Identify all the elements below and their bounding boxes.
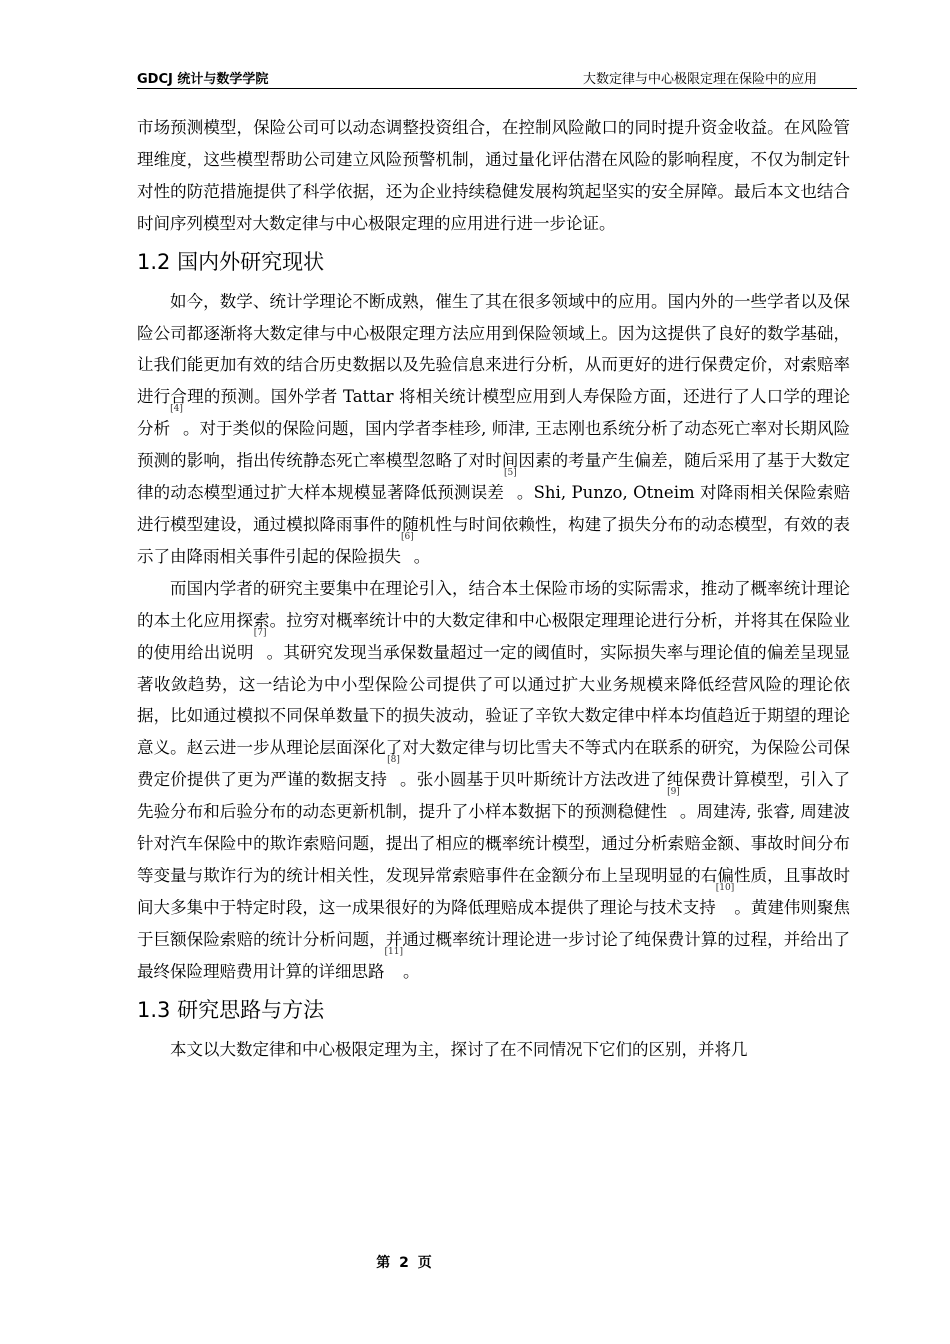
text-run: 。Shi, Punzo, Otneim 对降雨相关保险索赔进行模型建设，通过模拟降雨事件的随机性与时间依赖性，构建了损失分布的动态模型，有效的表示了由降雨相关事件引起的保险损失 — [137, 483, 850, 566]
text-run: 。 — [413, 546, 431, 566]
citation-9[interactable]: [9] — [667, 787, 680, 798]
header-institution: GDCJ 统计与数学学院 — [137, 72, 269, 87]
citation-6[interactable]: [6] — [401, 531, 414, 542]
text-run: 。周建涛, 张睿, 周建波针对汽车保险中的欺诈索赔问题，提出了相应的概率统计模型，通过分析索赔金额、事故时间分布等变量与欺诈行为的统计相关性，发现异常索赔事件在金额分布上呈现明显的右偏性质，且事故时间大多集中于特定时段，这一成果很好的为降低理赔成本提供了理论与技术支持 — [137, 802, 850, 917]
paragraph-method: 本文以大数定律和中心极限定理为主，探讨了在不同情况下它们的区别，并将几 — [170, 1039, 748, 1059]
paragraph-research-abroad — [137, 286, 850, 573]
text-run: 。对于类似的保险问题，国内学者李桂珍, 师津, 王志刚也系统分析了动态死亡率对长期风险预测的影响，指出传统静态死亡率模型忽略了对时间因素的考量产生偏差，随后采用了基于大数定律的动态模型通过扩大样本规模显著降低预测误差 — [137, 419, 851, 503]
text-run: 如今，数学、统计学理论不断成熟，催生了其在很多领域中的应用。国内外的一些学者以及保险公司都逐渐将大数定律与中心极限定理方法应用到保险领域上。因为这提供了良好的数学基础，让我们能更加有效的结合历史数据以及先验信息来进行分析，从而更好的进行保费定价，对索赔率进行合理的预测。国外学者 Tattar 将相关统计模型应用到人寿保险方面，还进行了人口学的理论分析 — [137, 291, 850, 439]
section-heading-1-2: 1.2 国内外研究现状 — [137, 249, 325, 274]
citation-11[interactable]: [11] — [384, 946, 403, 957]
citation-8[interactable]: [8] — [387, 755, 400, 766]
paragraph-research-domestic — [137, 573, 850, 988]
citation-5[interactable]: [5] — [504, 468, 517, 479]
body-text — [137, 112, 850, 1065]
citation-10[interactable]: [10] — [715, 882, 735, 893]
page-number: 第 2 页 — [376, 1255, 432, 1271]
text-run: 而国内学者的研究主要集中在理论引入，结合本土保险市场的实际需求，推动了概率统计理论的本土化应用探索。拉穷对概率统计中的大数定律和中心极限定理理论进行分析，并将其在保险业的使用给出说明 — [137, 578, 850, 662]
citation-4[interactable]: [4] — [170, 404, 183, 415]
section-heading-1-3: 1.3 研究思路与方法 — [137, 997, 325, 1022]
page-header — [137, 68, 857, 89]
citation-7[interactable]: [7] — [253, 627, 267, 638]
text-run: 。张小圆基于贝叶斯统计方法改进了纯保费计算模型，引入了先验分布和后验分布的动态更新机制，提升了小样本数据下的预测稳健性 — [137, 770, 851, 822]
paragraph-continued: 市场预测模型，保险公司可以动态调整投资组合，在控制风险敞口的同时提升资金收益。在风险管理维度，这些模型帮助公司建立风险预警机制，通过量化评估潜在风险的影响程度，不仅为制定针对性的防范措施提供了科学依据，还为企业持续稳健发展构筑起坚实的安全屏障。最后本文也结合时间序列模型对大数定律与中心极限定理的应用进行进一步论证。 — [137, 118, 850, 233]
header-title: 大数定律与中心极限定理在保险中的应用 — [582, 72, 817, 87]
text-run: 。黄建伟则聚焦于巨额保险索赔的统计分析问题，并通过概率统计理论进一步讨论了纯保费计算的过程，并给出了最终保险理赔费用计算的详细思路 — [137, 897, 851, 981]
text-run: 。其研究发现当承保数量超过一定的阈值时，实际损失率与理论值的偏差呈现显著收敛趋势，这一结论为中小型保险公司提供了可以通过扩大业务规模来降低经营风险的理论依据，比如通过模拟不同保单数量下的损失波动，验证了辛钦大数定律中样本均值趋近于期望的理论意义。赵云进一步从理论层面深化了对大数定律与切比雪夫不等式内在联系的研究，为保险公司保费定价提供了更为严谨的数据支持 — [137, 642, 851, 790]
text-run: 。 — [402, 961, 420, 981]
